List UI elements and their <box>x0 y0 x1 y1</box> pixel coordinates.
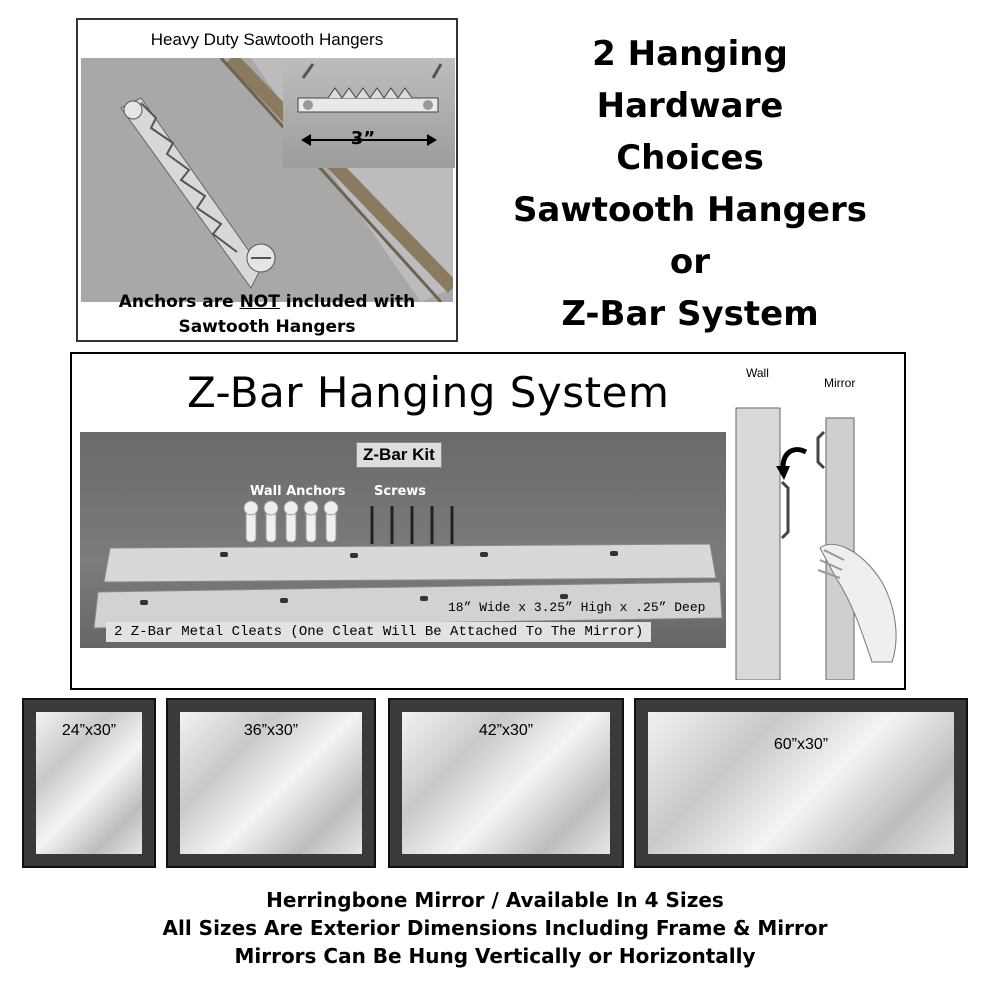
zbar-title: Z-Bar Hanging System <box>187 368 670 417</box>
mirror-size-label: 36”x30” <box>243 722 299 739</box>
sawtooth-dimension: 3” <box>350 128 376 149</box>
sawtooth-hanger-closeup <box>283 58 455 168</box>
mirror-size-label: 24”x30” <box>61 722 117 739</box>
zbar-kit-label: Z-Bar Kit <box>356 442 442 468</box>
mirror-size-label: 42”x30” <box>478 722 534 739</box>
mirror-36x30 <box>166 698 376 868</box>
footer-text <box>0 886 990 970</box>
main-heading: 2 Hanging Hardware Choices Sawtooth Hangers or Z-Bar System <box>512 34 868 334</box>
zbar-kit-illustration <box>80 432 726 648</box>
zbar-diagram-illustration <box>732 362 902 680</box>
mirror-42x30 <box>388 698 624 868</box>
mirror-60x30 <box>634 698 968 868</box>
zbar-diagram <box>732 362 902 680</box>
sawtooth-inset-photo <box>283 58 455 168</box>
wall-anchors-label: Wall Anchors <box>250 484 346 499</box>
zbar-panel <box>70 352 906 690</box>
cleat-dimensions: 18” Wide x 3.25” High x .25” Deep <box>448 600 706 615</box>
diagram-mirror-label: Mirror <box>824 376 856 390</box>
sawtooth-caption: Anchors are NOT included with Sawtooth Hangers <box>118 292 416 337</box>
mirror-24x30 <box>22 698 156 868</box>
sawtooth-panel <box>76 18 458 342</box>
not-emphasis: NOT <box>239 292 280 312</box>
sawtooth-title: Heavy Duty Sawtooth Hangers <box>150 30 384 49</box>
zbar-kit-photo <box>80 432 726 648</box>
footer-line-2: All Sizes Are Exterior Dimensions Including Frame & Mirror <box>162 916 828 940</box>
mirror-frame <box>634 698 968 868</box>
mirror-size-label: 60”x30” <box>773 736 829 753</box>
footer-line-1: Herringbone Mirror / Available In 4 Sizes <box>266 888 724 912</box>
screws-label: Screws <box>374 484 427 499</box>
footer-line-3: Mirrors Can Be Hung Vertically or Horizontally <box>234 944 756 968</box>
diagram-wall-label: Wall <box>746 366 769 380</box>
cleat-caption: 2 Z-Bar Metal Cleats (One Cleat Will Be Attached To The Mirror) <box>106 622 651 642</box>
